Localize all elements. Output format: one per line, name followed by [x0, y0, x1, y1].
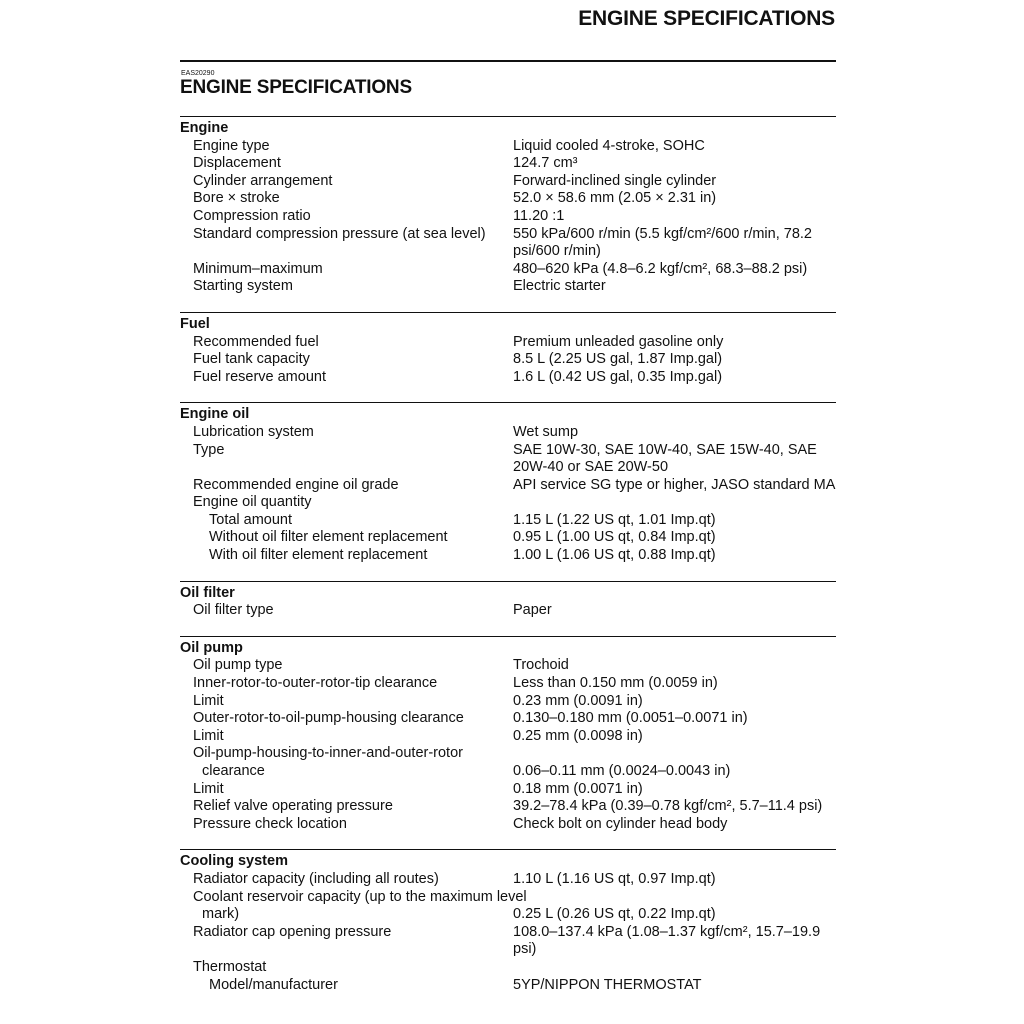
header-rule [180, 60, 836, 62]
spec-label: Limit [193, 780, 224, 797]
spec-label: Recommended fuel [193, 333, 319, 350]
spec-label: With oil filter element replacement [209, 547, 428, 564]
spec-value: 108.0–137.4 kPa (1.08–1.37 kgf/cm², 15.7–19.9 psi) [513, 923, 821, 958]
spec-row [180, 334, 836, 352]
spec-value: 0.18 mm (0.0071 in) [513, 780, 643, 797]
spec-label: Starting system [193, 278, 293, 295]
section-title: Cooling system [180, 853, 288, 870]
section-fuel [180, 312, 836, 386]
spec-label: Without oil filter element replacement [209, 529, 448, 546]
spec-label: Compression ratio [193, 207, 311, 224]
spec-row [180, 602, 836, 620]
spec-label: Radiator cap opening pressure [193, 923, 392, 940]
spec-row [180, 173, 836, 191]
spec-row [180, 924, 836, 959]
spec-value: 8.5 L (2.25 US gal, 1.87 Imp.gal) [513, 351, 723, 368]
spec-label-continuation: mark) [202, 906, 240, 923]
spec-row [180, 494, 836, 512]
spec-value: 0.23 mm (0.0091 in) [513, 692, 643, 709]
spec-label: Lubrication system [193, 423, 314, 440]
spec-label: Total amount [209, 511, 293, 528]
spec-label: Fuel tank capacity [193, 351, 310, 368]
section-oil-filter [180, 581, 836, 620]
spec-value: Trochoid [513, 657, 569, 674]
spec-row [180, 547, 836, 565]
spec-value: Liquid cooled 4-stroke, SOHC [513, 137, 705, 154]
spec-value: SAE 10W-30, SAE 10W-40, SAE 15W-40, SAE 20W-40 or SAE 20W-50 [513, 441, 817, 476]
spec-label: Cylinder arrangement [193, 172, 333, 189]
spec-value: 0.25 L (0.26 US qt, 0.22 Imp.qt) [513, 906, 716, 923]
spec-value: Wet sump [513, 423, 579, 440]
spec-row [180, 208, 836, 226]
spec-row [180, 369, 836, 387]
spec-value: 1.15 L (1.22 US qt, 1.01 Imp.qt) [513, 511, 716, 528]
spec-row [180, 781, 836, 799]
spec-label: Relief valve operating pressure [193, 798, 393, 815]
spec-value: 0.95 L (1.00 US qt, 0.84 Imp.qt) [513, 529, 716, 546]
spec-label: Outer-rotor-to-oil-pump-housing clearance [193, 710, 464, 727]
spec-row [180, 261, 836, 279]
spec-row [180, 442, 836, 477]
spec-row [180, 871, 836, 889]
spec-value: 480–620 kPa (4.8–6.2 kgf/cm², 68.3–88.2 psi) [513, 260, 808, 277]
spec-value: Check bolt on cylinder head body [513, 815, 728, 832]
spec-label: Minimum–maximum [193, 260, 323, 277]
spec-label [180, 745, 513, 780]
spec-value: Electric starter [513, 278, 606, 295]
spec-row [180, 728, 836, 746]
spec-row [180, 710, 836, 728]
spec-value: API service SG type or higher, JASO standard MA [513, 476, 836, 493]
section-cooling-system [180, 849, 836, 994]
spec-sections [180, 116, 836, 1010]
spec-value: Paper [513, 602, 552, 619]
spec-value: 52.0 × 58.6 mm (2.05 × 2.31 in) [513, 190, 717, 207]
section-title: Oil pump [180, 639, 243, 656]
spec-value [513, 494, 836, 512]
spec-value: 5YP/NIPPON THERMOSTAT [513, 976, 702, 993]
spec-value: 1.10 L (1.16 US qt, 0.97 Imp.qt) [513, 870, 716, 887]
spec-row [180, 190, 836, 208]
spec-value: Premium unleaded gasoline only [513, 333, 724, 350]
spec-value: Forward-inclined single cylinder [513, 172, 717, 189]
section-title: Fuel [180, 315, 210, 332]
spec-value: 11.20 :1 [513, 207, 565, 224]
spec-label: Type [193, 441, 225, 458]
spec-row [180, 351, 836, 369]
spec-row [180, 657, 836, 675]
document-title: ENGINE SPECIFICATIONS [180, 77, 412, 98]
spec-label: Oil filter type [193, 602, 274, 619]
spec-value: 0.06–0.11 mm (0.0024–0.0043 in) [513, 763, 731, 779]
spec-row [180, 889, 836, 924]
spec-value: 0.25 mm (0.0098 in) [513, 727, 643, 744]
spec-label-continuation: clearance [202, 763, 265, 779]
spec-label: Displacement [193, 155, 281, 172]
spec-label: Radiator capacity (including all routes) [193, 870, 439, 887]
spec-row [180, 816, 836, 834]
spec-row [180, 424, 836, 442]
spec-value: 550 kPa/600 r/min (5.5 kgf/cm²/600 r/min, 78.2 psi/600 r/min) [513, 225, 812, 260]
spec-label [180, 888, 527, 924]
spec-row [180, 693, 836, 711]
spec-label: Limit [193, 727, 224, 744]
spec-row [180, 138, 836, 156]
spec-row [180, 529, 836, 547]
spec-value: 124.7 cm³ [513, 155, 578, 172]
spec-label: Engine type [193, 137, 270, 154]
page-header-title: ENGINE SPECIFICATIONS [578, 7, 835, 30]
spec-row [180, 155, 836, 173]
spec-value: Less than 0.150 mm (0.0059 in) [513, 675, 718, 692]
spec-label: Bore × stroke [193, 190, 280, 207]
spec-label-line: Coolant reservoir capacity (up to the maximum level [193, 888, 527, 905]
spec-label: Limit [193, 692, 224, 709]
spec-value: 39.2–78.4 kPa (0.39–0.78 kgf/cm², 5.7–11.4 psi) [513, 798, 823, 815]
spec-row [180, 675, 836, 693]
spec-label: Thermostat [193, 958, 267, 975]
spec-value: 0.130–0.180 mm (0.0051–0.0071 in) [513, 710, 748, 727]
spec-row [180, 745, 836, 780]
section-engine-oil [180, 402, 836, 564]
spec-row [180, 977, 836, 995]
spec-row [180, 512, 836, 530]
section-title: Engine [180, 120, 229, 136]
spec-label: Fuel reserve amount [193, 368, 326, 385]
spec-label: Recommended engine oil grade [193, 476, 399, 493]
spec-label: Standard compression pressure (at sea level) [193, 225, 486, 242]
spec-value: 1.6 L (0.42 US gal, 0.35 Imp.gal) [513, 368, 723, 385]
spec-label: Model/manufacturer [209, 976, 338, 993]
spec-label: Oil pump type [193, 657, 283, 674]
section-title: Engine oil [180, 406, 250, 423]
section-engine [180, 116, 836, 296]
spec-value: 1.00 L (1.06 US qt, 0.88 Imp.qt) [513, 547, 716, 564]
spec-label-line: Oil-pump-housing-to-inner-and-outer-rotor [193, 745, 463, 762]
section-oil-pump [180, 636, 836, 834]
section-code: EAS20290 [181, 70, 215, 77]
section-title: Oil filter [180, 584, 235, 601]
spec-row [180, 477, 836, 495]
spec-row [180, 226, 836, 261]
spec-label: Pressure check location [193, 815, 347, 832]
spec-label: Inner-rotor-to-outer-rotor-tip clearance [193, 675, 438, 692]
spec-value [513, 959, 836, 977]
spec-row [180, 798, 836, 816]
spec-row [180, 959, 836, 977]
spec-row [180, 278, 836, 296]
spec-label: Engine oil quantity [193, 494, 312, 511]
